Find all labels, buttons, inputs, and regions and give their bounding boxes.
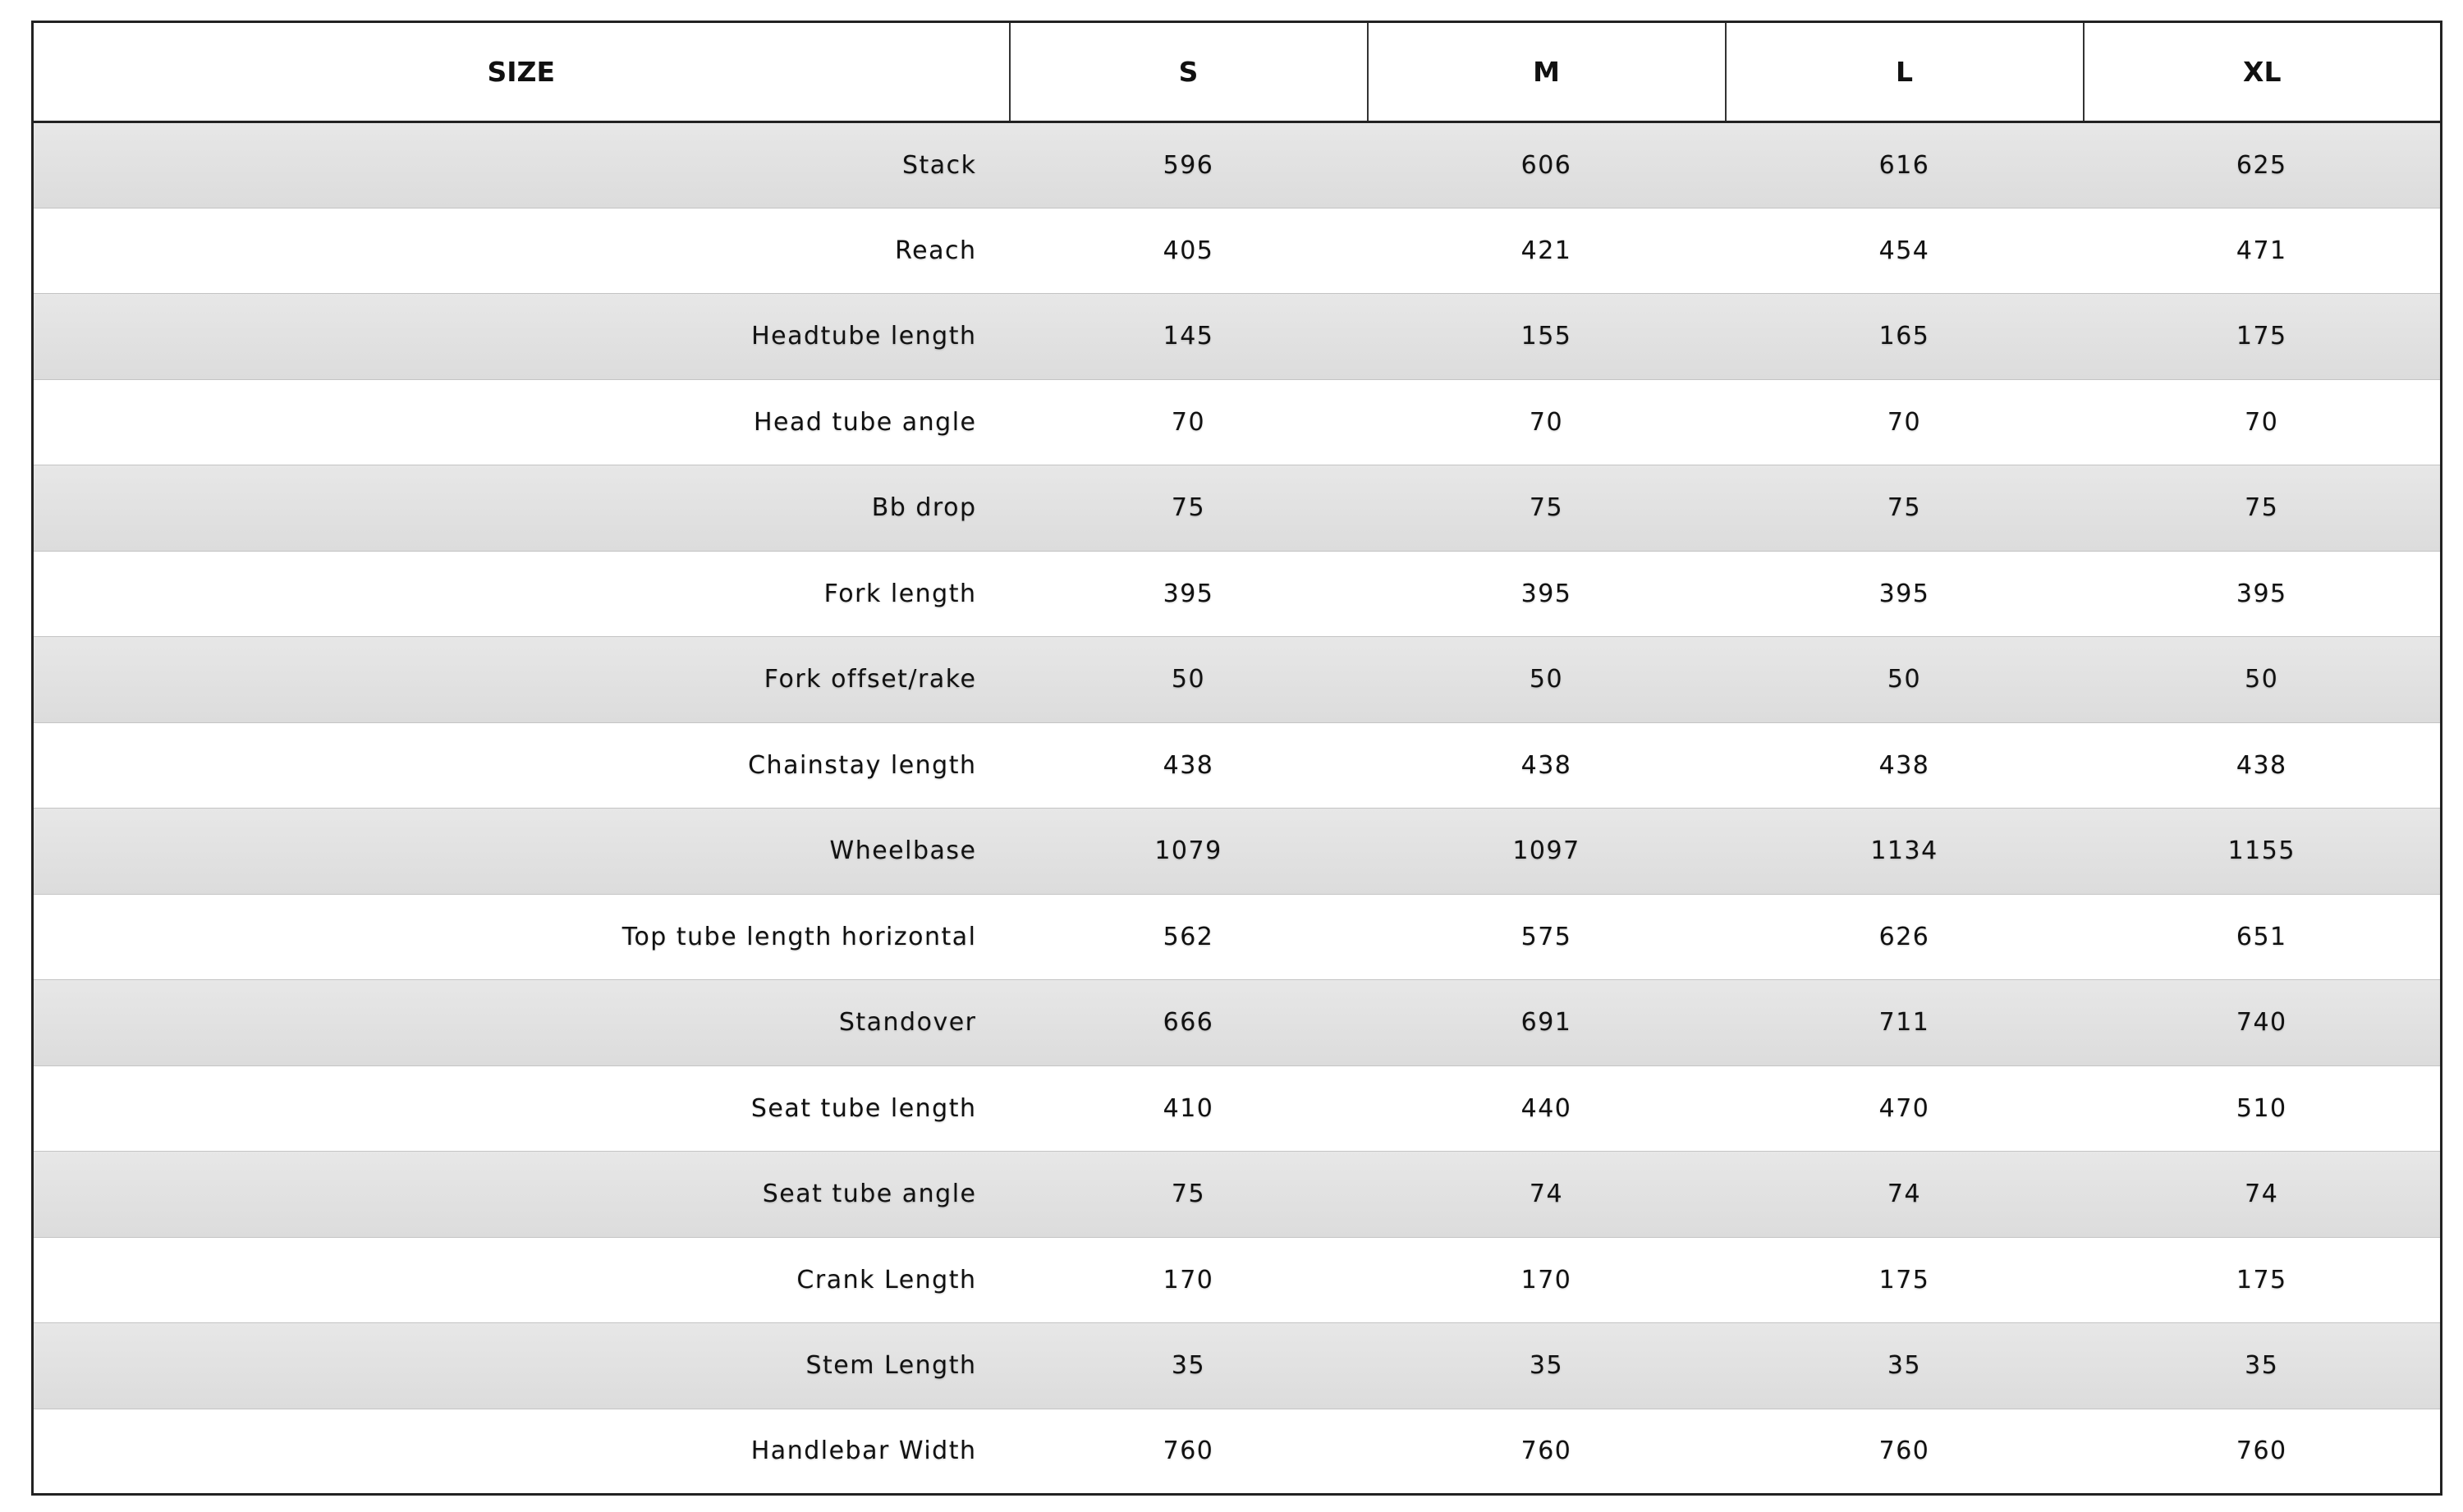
cell-size-xl: 395	[2084, 551, 2442, 637]
cell-size-s: 405	[1010, 208, 1368, 294]
cell-size-s: 760	[1163, 1436, 1214, 1466]
table-row	[33, 1065, 2442, 1152]
cell-size-s: 170	[1010, 1237, 1368, 1323]
table-row	[33, 722, 2442, 809]
cell-size-m: 74	[1368, 1152, 1726, 1238]
table-body	[33, 122, 2442, 1495]
cell-size-l: 50	[1726, 637, 2084, 723]
cell-size-l: 35	[1726, 1323, 2084, 1409]
cell-size-l: 616	[1726, 122, 2084, 208]
table-row	[33, 551, 2442, 637]
cell-size-m: 75	[1368, 465, 1726, 552]
table-row	[33, 1237, 2442, 1323]
cell-size-m: 438	[1368, 722, 1726, 809]
row-label: Crank Length	[33, 1237, 1010, 1323]
cell-size-m: 395	[1368, 551, 1726, 637]
cell-size-s: 562	[1010, 894, 1368, 980]
cell-size-xl: 50	[2084, 637, 2442, 723]
cell-size-l: 395	[1726, 551, 2084, 637]
cell-size-s: 70	[1010, 379, 1368, 465]
table-row	[33, 980, 2442, 1066]
table-row	[33, 1409, 2442, 1495]
cell-size-xl: 625	[2084, 122, 2442, 208]
cell-size-l: 1134	[1726, 809, 2084, 895]
table-header-row	[33, 22, 2442, 122]
cell-size-l: 438	[1726, 722, 2084, 809]
cell-size-m: 50	[1368, 637, 1726, 723]
cell-size-l: 454	[1726, 208, 2084, 294]
cell-size-m: 1097	[1368, 809, 1726, 895]
geometry-table	[31, 21, 2442, 1496]
cell-size-s: 395	[1010, 551, 1368, 637]
cell-size-s: 1079	[1010, 809, 1368, 895]
row-label: Seat tube angle	[33, 1152, 1010, 1238]
row-label: Seat tube length	[33, 1065, 1010, 1152]
row-label: Handlebar Width	[750, 1436, 977, 1466]
cell-size-s: 596	[1010, 122, 1368, 208]
cell-size-xl: 471	[2084, 208, 2442, 294]
table-row	[33, 894, 2442, 980]
cell-size-m: 35	[1368, 1323, 1726, 1409]
cell-size-xl: 510	[2084, 1065, 2442, 1152]
header-size-s: S	[1010, 22, 1368, 122]
cell-size-s: 75	[1010, 1152, 1368, 1238]
table-row	[33, 637, 2442, 723]
row-label: Stem Length	[33, 1323, 1010, 1409]
row-label: Fork offset/rake	[33, 637, 1010, 723]
cell-size-l: 75	[1726, 465, 2084, 552]
header-size-xl: XL	[2084, 22, 2442, 122]
cell-size-m: 70	[1368, 379, 1726, 465]
cell-size-s: 75	[1010, 465, 1368, 552]
cell-size-m: 155	[1368, 294, 1726, 380]
table-row	[33, 379, 2442, 465]
cell-size-xl: 651	[2084, 894, 2442, 980]
table-row	[33, 122, 2442, 208]
cell-size-l: 760	[1878, 1436, 1930, 1466]
row-label: Reach	[33, 208, 1010, 294]
cell-size-xl: 760	[2236, 1436, 2287, 1466]
row-label: Standover	[33, 980, 1010, 1066]
cell-size-xl: 74	[2084, 1152, 2442, 1238]
cell-size-l: 626	[1726, 894, 2084, 980]
cell-size-l: 70	[1726, 379, 2084, 465]
cell-size-m: 170	[1368, 1237, 1726, 1323]
cell-size-xl: 175	[2084, 294, 2442, 380]
cell-size-xl: 438	[2084, 722, 2442, 809]
cell-size-l: 165	[1726, 294, 2084, 380]
table-row	[33, 1152, 2442, 1238]
cell-size-m: 691	[1368, 980, 1726, 1066]
cell-size-s: 666	[1010, 980, 1368, 1066]
row-label: Wheelbase	[33, 809, 1010, 895]
cell-size-xl: 740	[2084, 980, 2442, 1066]
cell-size-s: 35	[1010, 1323, 1368, 1409]
cell-size-xl: 175	[2084, 1237, 2442, 1323]
header-size-l: L	[1726, 22, 2084, 122]
table-row	[33, 294, 2442, 380]
header-size-m: M	[1368, 22, 1726, 122]
cell-size-xl: 70	[2084, 379, 2442, 465]
table-row	[33, 1323, 2442, 1409]
cell-size-l: 74	[1726, 1152, 2084, 1238]
row-label: Chainstay length	[33, 722, 1010, 809]
cell-size-s: 410	[1010, 1065, 1368, 1152]
cell-size-s: 145	[1010, 294, 1368, 380]
cell-size-l: 175	[1726, 1237, 2084, 1323]
row-label: Head tube angle	[33, 379, 1010, 465]
cell-size-m: 606	[1368, 122, 1726, 208]
cell-size-l: 711	[1726, 980, 2084, 1066]
header-size-label: SIZE	[33, 22, 1010, 122]
row-label: Bb drop	[33, 465, 1010, 552]
row-label: Top tube length horizontal	[33, 894, 1010, 980]
table-row	[33, 208, 2442, 294]
cell-size-s: 438	[1010, 722, 1368, 809]
row-label: Stack	[33, 122, 1010, 208]
row-label: Fork length	[33, 551, 1010, 637]
cell-size-s: 50	[1010, 637, 1368, 723]
table-row	[33, 465, 2442, 552]
cell-size-m: 575	[1368, 894, 1726, 980]
cell-size-m: 421	[1368, 208, 1726, 294]
cell-size-m: 440	[1368, 1065, 1726, 1152]
cell-size-m: 760	[1520, 1436, 1572, 1466]
cell-size-xl: 75	[2084, 465, 2442, 552]
cell-size-l: 470	[1726, 1065, 2084, 1152]
table-row	[33, 809, 2442, 895]
cell-size-xl: 1155	[2084, 809, 2442, 895]
cell-size-xl: 35	[2084, 1323, 2442, 1409]
row-label: Headtube length	[33, 294, 1010, 380]
